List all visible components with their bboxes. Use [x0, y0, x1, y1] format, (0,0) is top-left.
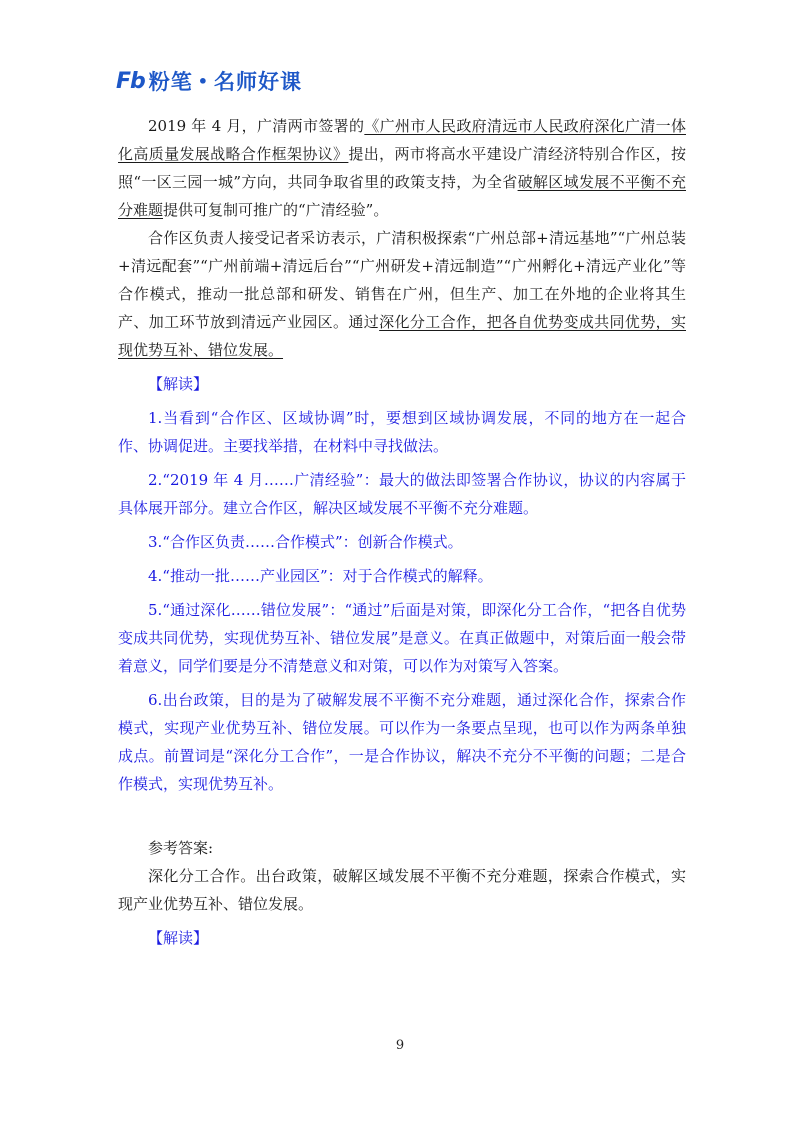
analysis-item: 3.“合作区负责……合作模式”：创新合作模式。 [148, 533, 463, 551]
page-content [118, 112, 686, 954]
text-span: 提出，两市将高水平建设广清经济特别合作区，按照“一区三园一城”方向，共同争取省里的政策支持，为全省 [118, 145, 686, 191]
article-paragraph-2 [118, 224, 686, 364]
analysis-item: 2.“2019 年 4 月……广清经验”：最大的做法即签署合作协议，协议的内容属于具体展开部分。建立合作区，解决区域发展不平衡不充分难题。 [118, 471, 686, 517]
page-number: 9 [395, 1038, 405, 1053]
answer-text: 深化分工合作。出台政策，破解区域发展不平衡不充分难题，探索合作模式，实现产业优势互补、错位发展。 [118, 867, 686, 913]
brand-name: 粉笔 [148, 70, 193, 94]
analysis-item: 1.当看到“合作区、区域协调”时，要想到区域协调发展，不同的地方在一起合作、协调促进。主要找举措，在材料中寻找做法。 [118, 409, 686, 455]
brand-logo [116, 66, 302, 96]
article-paragraph-1 [118, 112, 686, 224]
underlined-key-phrase: 深化分工合作，把各自优势变成共同优势，实现优势互补、错位发展。 [118, 313, 686, 359]
text-span: 提供可复制可推广的“广清经验”。 [163, 201, 389, 219]
underlined-agreement-title: 《广州市人民政府清远市人民政府深化广清一体化高质量发展战略合作框架协议》 [118, 117, 686, 163]
analysis-item: 4.“推动一批……产业园区”：对于合作模式的解释。 [148, 567, 493, 585]
analysis-tag-2: 【解读】 [148, 929, 209, 947]
text-span: 2019 年 4 月，广清两市签署的 [148, 117, 365, 135]
text-span: 合作区负责人接受记者采访表示，广清积极探索“广州总部+清远基地”“广州总装+清远配套”“广州前端+清远后台”“广州研发+清远制造”“广州孵化+清远产业化”等合作模式，推动一批总部和研发、销售在广州，但生产、加工在外地的企业将其生产、加工环节放到清远产业园区。通过 [118, 229, 686, 331]
analysis-tag: 【解读】 [148, 375, 209, 393]
section-gap [118, 798, 686, 834]
brand-slogan: 名师好课 [214, 70, 303, 94]
underlined-key-phrase: 破解区域发展不平衡不充分难题 [118, 173, 686, 219]
answer-label: 参考答案: [148, 839, 214, 857]
fenbi-logo-mark: Fb [116, 68, 145, 94]
analysis-item: 6.出台政策，目的是为了破解发展不平衡不充分难题，通过深化合作，探索合作模式，实现产业优势互补、错位发展。可以作为一条要点呈现，也可以作为两条单独成点。前置词是“深化分工合作”，一是合作协议，解决不充分不平衡的问题；二是合作模式，实现优势互补。 [118, 691, 686, 793]
analysis-item: 5.“通过深化……错位发展”：“通过”后面是对策，即深化分工合作，“把各自优势变成共同优势，实现优势互补、错位发展”是意义。在真正做题中，对策后面一般会带着意义，同学们要是分不清楚意义和对策，可以作为对策写入答案。 [118, 601, 686, 675]
brand-dot: • [197, 71, 210, 91]
